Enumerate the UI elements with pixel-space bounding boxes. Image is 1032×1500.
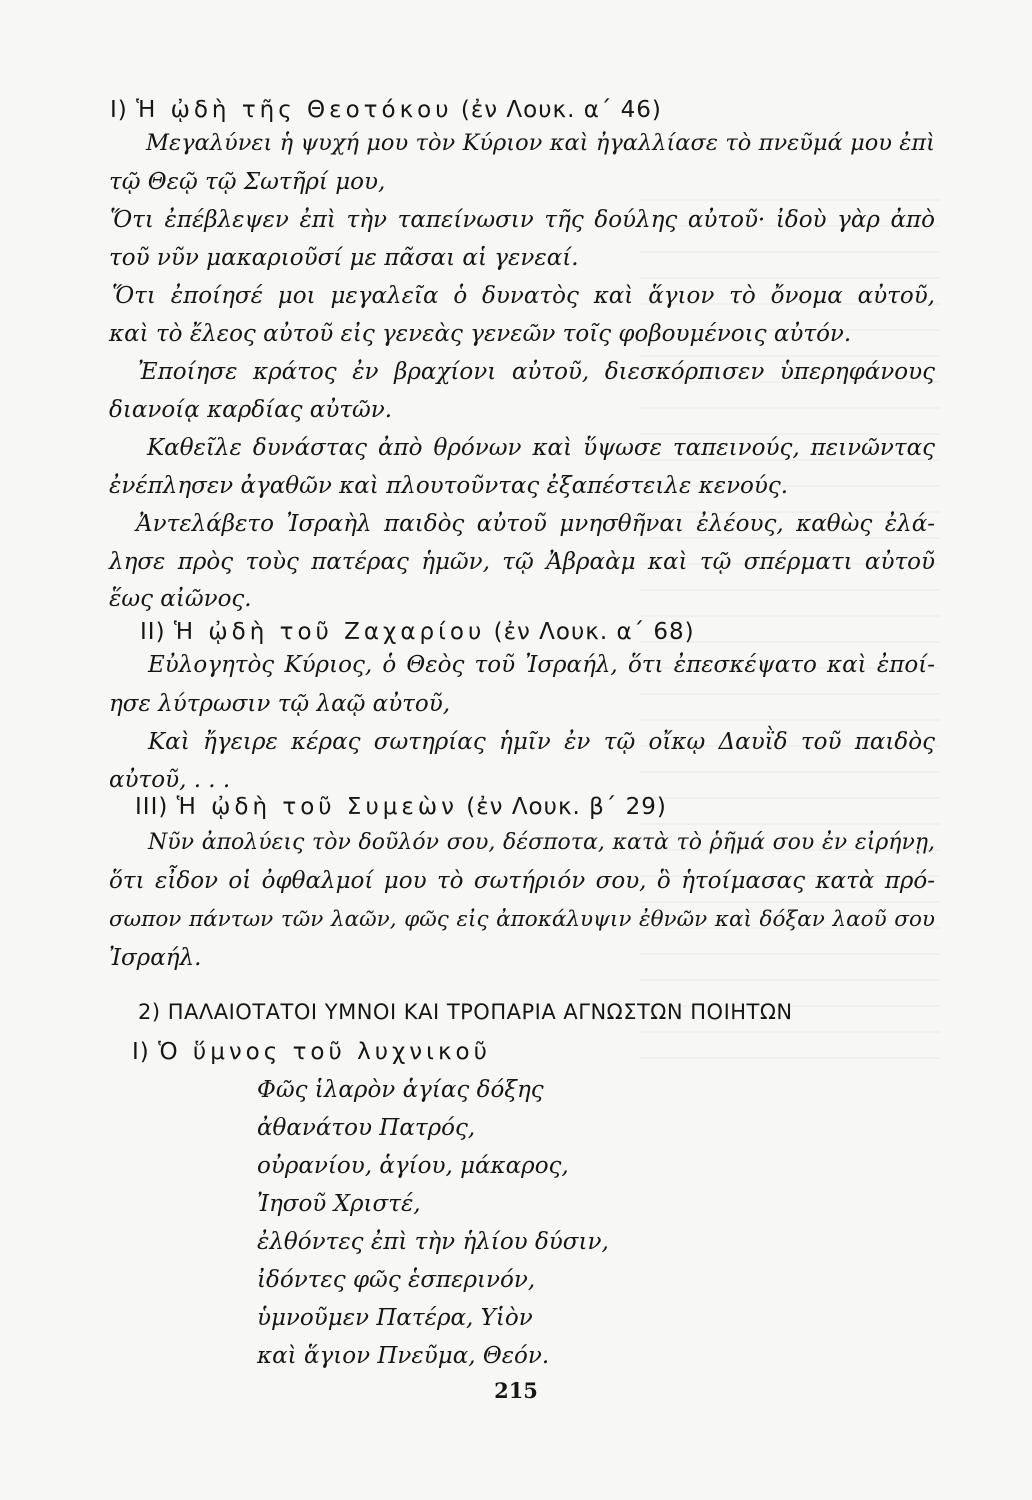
heading-ode-theotokos [110, 95, 662, 125]
heading-number: I) [132, 1039, 159, 1065]
poem-line: ἐλθόντες ἐπὶ τὴν ἡλίου δύσιν, [257, 1229, 609, 1255]
heading-title: Ὁ ὕμνος τοῦ λυχνικοῦ [158, 1039, 491, 1065]
heading-number: III) [135, 794, 177, 820]
heading-title: Ἡ ᾠδὴ τοῦ Συμεὼν [176, 794, 458, 820]
section-heading-ancient-hymns: 2) ΠΑΛΑΙΟΤΑΤΟΙ ΥΜΝΟΙ ΚΑΙ ΤΡΟΠΑΡΙΑ ΑΓΝΩΣΤΩΝ ΠΟΙΗΤΩΝ [138, 1000, 793, 1024]
text-line: καὶ τὸ ἔλεος αὐτοῦ εἰς γενεὰς γενεῶν τοῖς φοβουμένοις αὐτόν. [109, 321, 852, 347]
text-line: Ἀντελάβετο Ἰσραὴλ παιδὸς αὐτοῦ μνησθῆναι ἐλέους, καθὼς ἐλά- [136, 511, 935, 537]
text-line: Ἐποίησε κράτος ἐν βραχίονι αὐτοῦ, διεσκόρπισεν ὑπερηφάνους [138, 359, 935, 385]
text-line: Ὅτι ἐποίησέ μοι μεγαλεῖα ὁ δυνατὸς καὶ ἅγιον τὸ ὄνομα αὐτοῦ, [112, 283, 935, 309]
heading-reference: (ἐν Λουκ. α΄ 68) [485, 619, 695, 645]
text-line: λησε πρὸς τοὺς πατέρας ἡμῶν, τῷ Ἀβραὰμ καὶ τῷ σπέρματι αὐτοῦ [109, 549, 935, 575]
poem-line: οὐρανίου, ἁγίου, μάκαρος, [257, 1153, 569, 1179]
page-number: 215 [494, 1378, 538, 1403]
heading-number: II) [140, 619, 174, 645]
text-line: Εὐλογητὸς Κύριος, ὁ Θεὸς τοῦ Ἰσραήλ, ὅτι ἐπεσκέψατο καὶ ἐποί- [148, 652, 935, 678]
poem-line: ἰδόντες φῶς ἑσπερινόν, [257, 1267, 536, 1293]
text-line: ὅτι εἶδον οἱ ὀφθαλμοί μου τὸ σωτήριόν σου, ὃ ἡτοίμασας κατὰ πρό- [109, 868, 935, 894]
heading-title: Ἡ ᾠδὴ τοῦ Ζαχαρίου [173, 619, 486, 645]
heading-ode-zacharias [140, 617, 695, 647]
text-line: τοῦ νῦν μακαριοῦσί με πᾶσαι αἱ γενεαί. [109, 245, 579, 271]
heading-title: Ἡ ᾠδὴ τῆς Θεοτόκου [136, 97, 453, 123]
poem-line: ἀθανάτου Πατρός, [257, 1115, 476, 1141]
text-line: Μεγαλύνει ἡ ψυχή μου τὸν Κύριον καὶ ἠγαλλίασε τὸ πνεῦμά μου ἐπὶ [146, 130, 935, 156]
poem-line: Φῶς ἱλαρὸν ἁγίας δόξης [257, 1077, 544, 1103]
heading-number: I) [110, 97, 137, 123]
text-line: Καὶ ἤγειρε κέρας σωτηρίας ἡμῖν ἐν τῷ οἴκῳ Δαυῒδ τοῦ παιδὸς [148, 729, 935, 755]
text-line: ἐνέπλησεν ἀγαθῶν καὶ πλουτοῦντας ἐξαπέστειλε κενούς. [109, 473, 789, 499]
text-line: Νῦν ἀπολύεις τὸν δοῦλόν σου, δέσποτα, κατὰ τὸ ῥῆμά σου ἐν εἰρήνῃ, [148, 830, 935, 855]
text-line: Καθεῖλε δυνάστας ἀπὸ θρόνων καὶ ὕψωσε ταπεινούς, πεινῶντας [147, 435, 935, 461]
text-line: ἕως αἰῶνος. [109, 586, 252, 612]
heading-reference: (ἐν Λουκ. β΄ 29) [457, 794, 667, 820]
text-line: Ἰσραήλ. [109, 945, 202, 971]
heading-evening-hymn [132, 1037, 491, 1067]
text-line: Ὅτι ἐπέβλεψεν ἐπὶ τὴν ταπείνωσιν τῆς δούλης αὐτοῦ· ἰδοὺ γὰρ ἀπὸ [110, 207, 935, 233]
text-line: τῷ Θεῷ τῷ Σωτῆρί μου, [109, 169, 386, 195]
text-line: ησε λύτρωσιν τῷ λαῷ αὐτοῦ, [109, 691, 451, 717]
heading-reference: (ἐν Λουκ. α΄ 46) [452, 97, 662, 123]
poem-line: Ἰησοῦ Χριστέ, [257, 1191, 421, 1217]
poem-line: ὑμνοῦμεν Πατέρα, Υἱὸν [257, 1305, 533, 1331]
text-line: αὐτοῦ, . . . [109, 767, 231, 793]
text-line: σωπον πάντων τῶν λαῶν, φῶς εἰς ἀποκάλυψιν ἐθνῶν καὶ δόξαν λαοῦ σου [109, 907, 935, 932]
heading-ode-symeon [135, 792, 667, 822]
poem-line: καὶ ἅγιον Πνεῦμα, Θεόν. [257, 1343, 550, 1369]
text-line: διανοίᾳ καρδίας αὐτῶν. [109, 397, 393, 423]
